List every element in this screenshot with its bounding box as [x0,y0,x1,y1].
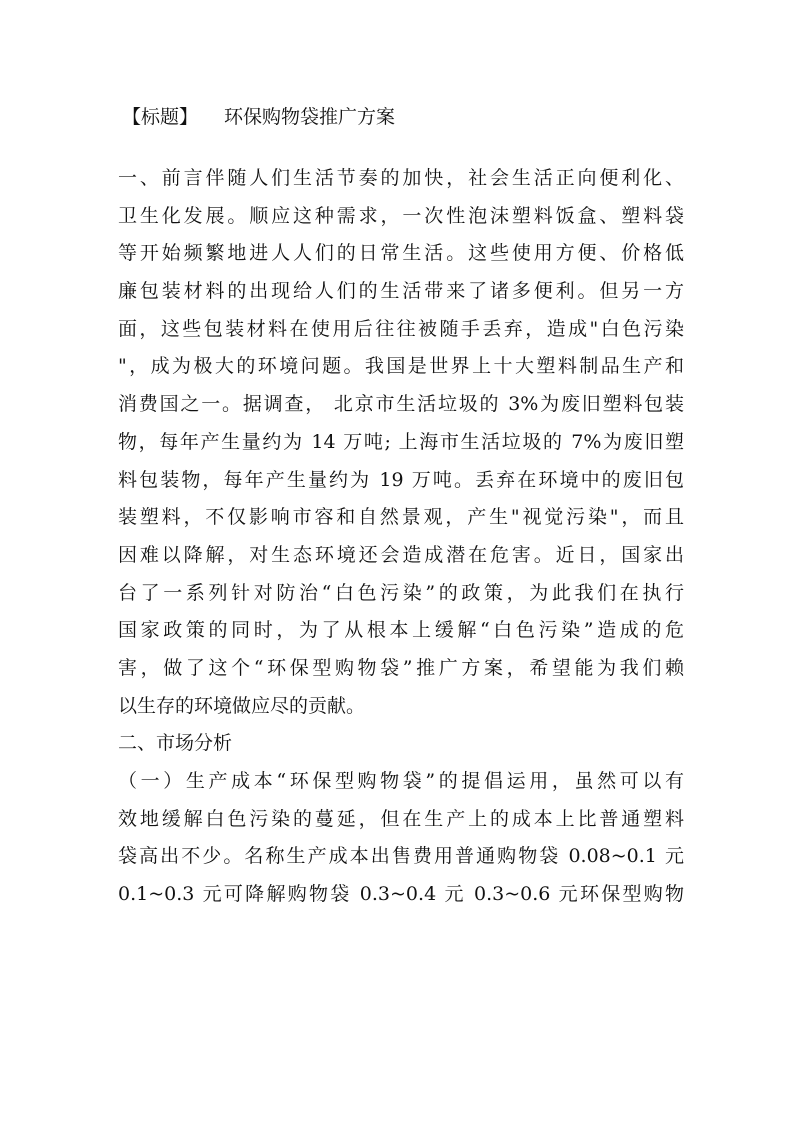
text-line: 台了一系列针对防治“白色污染”的政策，为此我们在执行 [118,581,684,604]
text-line: 装塑料，不仅影响市容和自然景观，产生"视觉污染"，而且 [118,506,684,529]
text-line: 一、前言伴随人们生活节奏的加快，社会生活正向便利化、 [118,167,684,189]
body-text [118,160,684,914]
text-line: 等开始频繁地进人人们的日常生活。这些使用方便、价格低 [118,242,684,265]
text-line: 0.1~0.3 元可降解购物袋 0.3~0.4 元 0.3~0.6 元环保型购物 [118,883,684,906]
text-line: 以生存的环境做应尽的贡献。 [118,694,366,717]
text-line: 料包装物，每年产生量约为 19 万吨。丢弃在环境中的废旧包 [118,468,684,491]
text-line: 卫生化发展。顺应这种需求，一次性泡沫塑料饭盒、塑料袋 [118,204,684,227]
text-line: 因难以降解，对生态环境还会造成潜在危害。近日，国家出 [118,543,684,566]
document-title: 环保购物袋推广方案 [224,106,396,128]
text-line: 面，这些包装材料在使用后往往被随手丢弃，造成"白色污染 [118,317,684,340]
text-line: "，成为极大的环境问题。我国是世界上十大塑料制品生产和 [118,355,684,378]
text-line: 国家政策的同时，为了从根本上缓解“白色污染”造成的危 [118,619,684,642]
text-line: 二、市场分析 [118,732,233,755]
text-line: 袋高出不少。名称生产成本出售费用普通购物袋 0.08~0.1 元 [118,845,684,868]
text-line: 效地缓解白色污染的蔓延，但在生产上的成本上比普通塑料 [118,807,684,830]
title-tag: 【标题】 [122,106,199,128]
text-line: 害，做了这个“环保型购物袋”推广方案，希望能为我们赖 [118,656,684,679]
text-line: 消费国之一。据调查， 北京市生活垃圾的 3%为废旧塑料包装 [118,393,684,416]
text-line: 物，每年产生量约为 14 万吨; 上海市生活垃圾的 7%为废旧塑 [118,430,684,453]
text-line: 廉包装材料的出现给人们的生活带来了诸多便利。但另一方 [118,280,684,303]
text-line: （一）生产成本“环保型购物袋”的提倡运用，虽然可以有 [118,770,684,792]
document-title-line [122,104,395,130]
